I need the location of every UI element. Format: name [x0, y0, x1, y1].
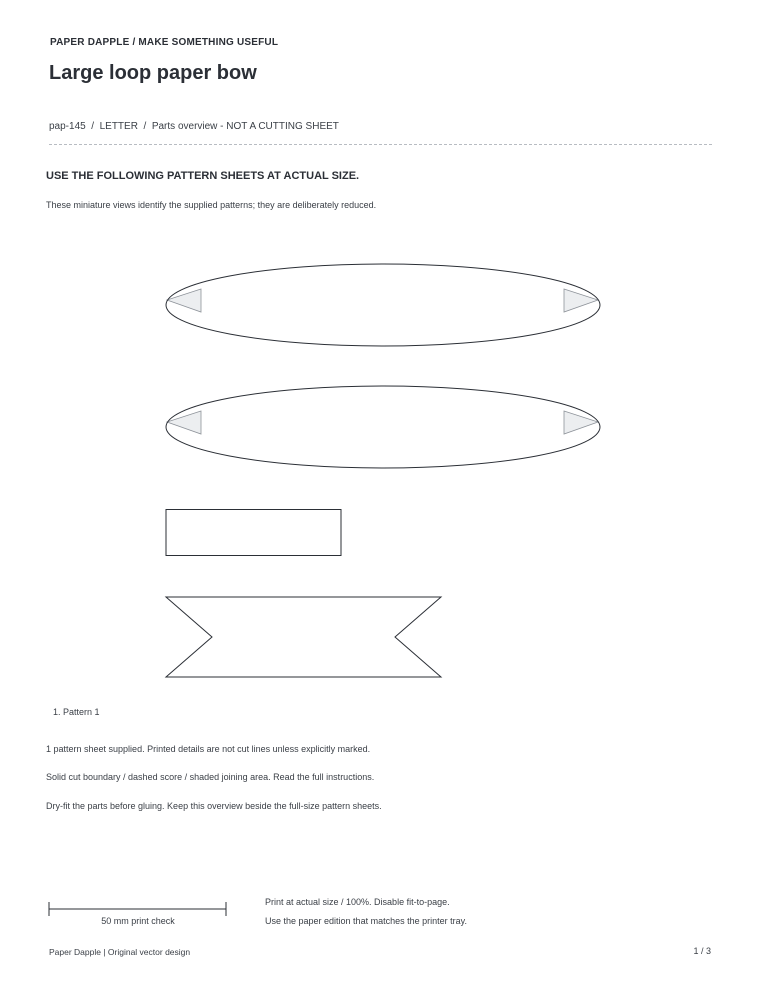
loop-tab-left [167, 411, 201, 434]
brand-separator: / [132, 37, 136, 48]
scale-bar-label: 50 mm print check [101, 916, 175, 926]
note-dry-fit: Dry-fit the parts before gluing. Keep this overview beside the full-size pattern sheets. [46, 801, 382, 811]
tail-ribbon-piece [166, 597, 441, 677]
note-line-legend: Solid cut boundary / dashed score / shaded joining area. Read the full instructions. [46, 772, 375, 782]
loop-tab-left [167, 289, 201, 312]
bow-loop-piece-1 [166, 264, 600, 346]
brand-name: PAPER DAPPLE [50, 37, 130, 48]
print-instruction-actual-size: Print at actual size / 100%. Disable fit-to-page. [265, 897, 450, 907]
bow-loop-piece-2 [166, 386, 600, 468]
loop-tab-right [564, 289, 598, 312]
scale-bar [47, 901, 229, 917]
print-instruction-paper-edition: Use the paper edition that matches the printer tray. [265, 916, 467, 926]
loop-tab-right [564, 411, 598, 434]
loop-outline [166, 264, 600, 346]
center-band-piece [166, 510, 341, 556]
section-heading: USE THE FOLLOWING PATTERN SHEETS AT ACTUAL SIZE. [46, 170, 360, 182]
document-meta: pap-145 / LETTER / Parts overview - NOT A CUTTING SHEET [49, 121, 339, 132]
brand-tagline: MAKE SOMETHING USEFUL [138, 37, 279, 48]
note-sheets-supplied: 1 pattern sheet supplied. Printed details are not cut lines unless explicitly marked. [46, 744, 371, 754]
footer-credit: Paper Dapple | Original vector design [49, 947, 191, 957]
pattern-caption: 1. Pattern 1 [53, 707, 100, 717]
page-number: 1 / 3 [693, 946, 711, 956]
page-title: Large loop paper bow [49, 62, 257, 84]
section-intro: These miniature views identify the supplied patterns; they are deliberately reduced. [46, 200, 377, 210]
loop-outline [166, 386, 600, 468]
